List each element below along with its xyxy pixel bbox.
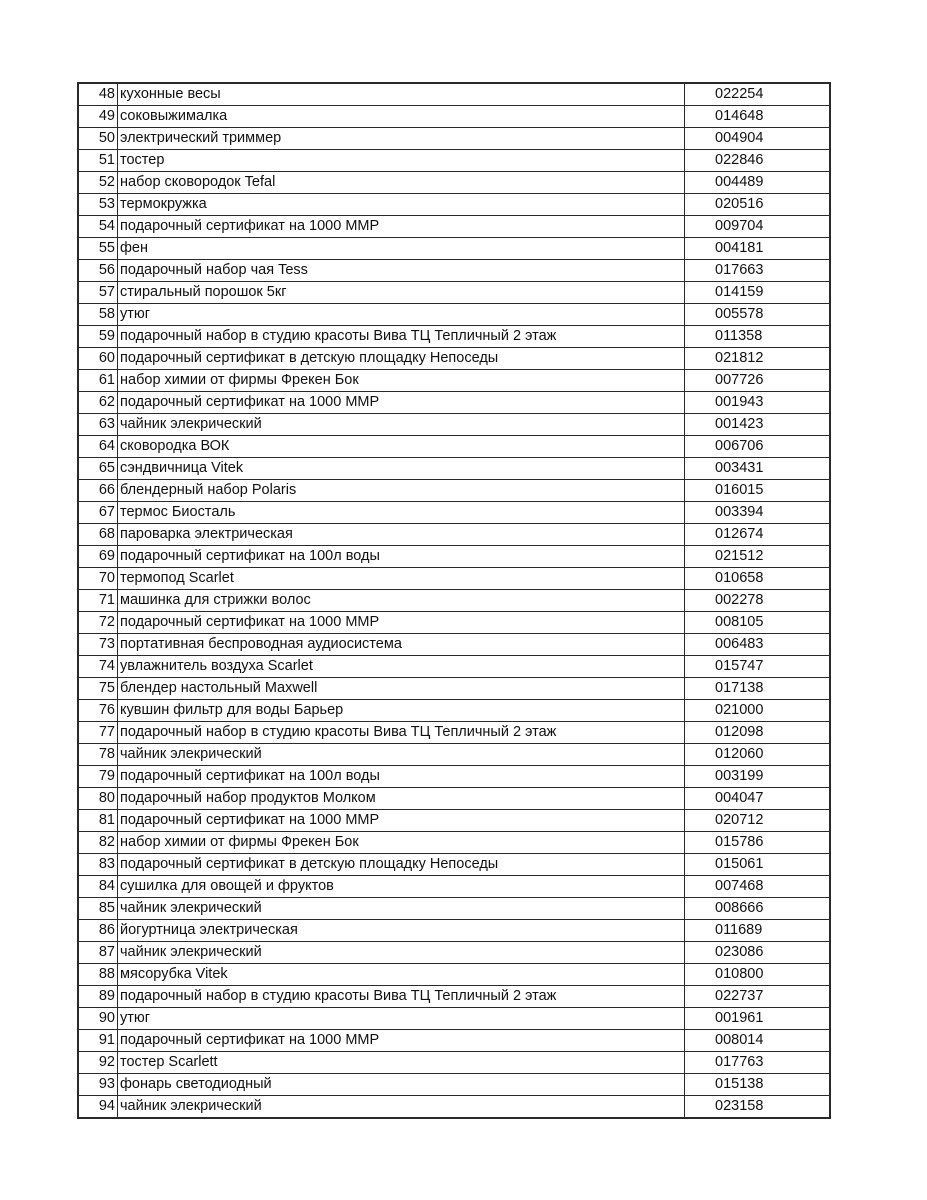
row-number: 87 <box>78 942 118 964</box>
table-row <box>78 546 830 568</box>
item-name: подарочный сертификат в детскую площадку Непоседы <box>118 854 685 876</box>
item-name: тостер Scarlett <box>118 1052 685 1074</box>
row-number: 72 <box>78 612 118 634</box>
item-code: 020712 <box>685 810 831 832</box>
item-code: 015747 <box>685 656 831 678</box>
item-code: 002278 <box>685 590 831 612</box>
item-code: 007468 <box>685 876 831 898</box>
item-name: утюг <box>118 304 685 326</box>
table-row <box>78 700 830 722</box>
item-code: 005578 <box>685 304 831 326</box>
table-row <box>78 898 830 920</box>
table-row <box>78 370 830 392</box>
item-name: чайник элекрический <box>118 942 685 964</box>
item-code: 011358 <box>685 326 831 348</box>
item-code: 015061 <box>685 854 831 876</box>
row-number: 86 <box>78 920 118 942</box>
table-row <box>78 678 830 700</box>
table-row <box>78 150 830 172</box>
table-row <box>78 238 830 260</box>
row-number: 56 <box>78 260 118 282</box>
row-number: 49 <box>78 106 118 128</box>
table-row <box>78 436 830 458</box>
item-code: 008014 <box>685 1030 831 1052</box>
item-name: чайник элекрический <box>118 744 685 766</box>
row-number: 89 <box>78 986 118 1008</box>
table-row <box>78 194 830 216</box>
item-name: подарочный сертификат на 1000 ММР <box>118 392 685 414</box>
item-name: соковыжималка <box>118 106 685 128</box>
table-row <box>78 854 830 876</box>
item-code: 021812 <box>685 348 831 370</box>
table-row <box>78 920 830 942</box>
item-code: 006483 <box>685 634 831 656</box>
item-code: 012674 <box>685 524 831 546</box>
row-number: 83 <box>78 854 118 876</box>
row-number: 55 <box>78 238 118 260</box>
table-row <box>78 502 830 524</box>
item-name: подарочный сертификат на 100л воды <box>118 766 685 788</box>
row-number: 54 <box>78 216 118 238</box>
item-name: подарочный сертификат на 1000 ММР <box>118 810 685 832</box>
item-name: подарочный набор чая Tess <box>118 260 685 282</box>
item-name: подарочный сертификат в детскую площадку Непоседы <box>118 348 685 370</box>
row-number: 51 <box>78 150 118 172</box>
row-number: 91 <box>78 1030 118 1052</box>
item-code: 021512 <box>685 546 831 568</box>
item-code: 010658 <box>685 568 831 590</box>
item-name: кухонные весы <box>118 83 685 106</box>
row-number: 71 <box>78 590 118 612</box>
row-number: 80 <box>78 788 118 810</box>
item-code: 021000 <box>685 700 831 722</box>
row-number: 53 <box>78 194 118 216</box>
item-code: 012098 <box>685 722 831 744</box>
row-number: 63 <box>78 414 118 436</box>
table-row <box>78 656 830 678</box>
item-name: машинка для стрижки волос <box>118 590 685 612</box>
item-name: тостер <box>118 150 685 172</box>
row-number: 90 <box>78 1008 118 1030</box>
row-number: 66 <box>78 480 118 502</box>
item-name: портативная беспроводная аудиосистема <box>118 634 685 656</box>
row-number: 82 <box>78 832 118 854</box>
row-number: 69 <box>78 546 118 568</box>
table-row <box>78 1008 830 1030</box>
row-number: 74 <box>78 656 118 678</box>
table-row <box>78 876 830 898</box>
item-code: 004489 <box>685 172 831 194</box>
row-number: 94 <box>78 1096 118 1119</box>
row-number: 60 <box>78 348 118 370</box>
row-number: 92 <box>78 1052 118 1074</box>
row-number: 68 <box>78 524 118 546</box>
table-row <box>78 260 830 282</box>
table-row <box>78 348 830 370</box>
item-code: 003394 <box>685 502 831 524</box>
row-number: 61 <box>78 370 118 392</box>
row-number: 76 <box>78 700 118 722</box>
item-name: блендер настольный Maxwell <box>118 678 685 700</box>
row-number: 77 <box>78 722 118 744</box>
item-code: 017138 <box>685 678 831 700</box>
item-name: мясорубка Vitek <box>118 964 685 986</box>
item-name: пароварка электрическая <box>118 524 685 546</box>
item-code: 007726 <box>685 370 831 392</box>
item-code: 001943 <box>685 392 831 414</box>
table-row <box>78 986 830 1008</box>
item-name: чайник элекрический <box>118 414 685 436</box>
item-code: 010800 <box>685 964 831 986</box>
item-name: подарочный сертификат на 1000 ММР <box>118 1030 685 1052</box>
item-code: 003431 <box>685 458 831 480</box>
item-name: подарочный сертификат на 1000 ММР <box>118 216 685 238</box>
item-code: 001423 <box>685 414 831 436</box>
table-row <box>78 590 830 612</box>
table-row <box>78 788 830 810</box>
row-number: 81 <box>78 810 118 832</box>
table-row <box>78 1030 830 1052</box>
item-name: блендерный набор Polaris <box>118 480 685 502</box>
table-row <box>78 964 830 986</box>
table-row <box>78 612 830 634</box>
table-row <box>78 722 830 744</box>
item-code: 014648 <box>685 106 831 128</box>
table-row <box>78 1096 830 1119</box>
row-number: 67 <box>78 502 118 524</box>
row-number: 73 <box>78 634 118 656</box>
table-row <box>78 810 830 832</box>
row-number: 52 <box>78 172 118 194</box>
item-code: 017663 <box>685 260 831 282</box>
row-number: 50 <box>78 128 118 150</box>
table-row <box>78 568 830 590</box>
table-row <box>78 480 830 502</box>
table-row <box>78 634 830 656</box>
item-code: 012060 <box>685 744 831 766</box>
table-row <box>78 832 830 854</box>
item-name: термокружка <box>118 194 685 216</box>
item-code: 008666 <box>685 898 831 920</box>
table-row <box>78 392 830 414</box>
item-name: кувшин фильтр для воды Барьер <box>118 700 685 722</box>
item-code: 022846 <box>685 150 831 172</box>
prize-table-body <box>78 83 830 1118</box>
row-number: 70 <box>78 568 118 590</box>
table-row <box>78 766 830 788</box>
item-name: подарочный набор в студию красоты Вива ТЦ Тепличный 2 этаж <box>118 986 685 1008</box>
item-name: сковородка ВОК <box>118 436 685 458</box>
item-code: 023158 <box>685 1096 831 1119</box>
row-number: 75 <box>78 678 118 700</box>
item-code: 014159 <box>685 282 831 304</box>
item-name: подарочный сертификат на 1000 ММР <box>118 612 685 634</box>
row-number: 58 <box>78 304 118 326</box>
table-row <box>78 128 830 150</box>
item-code: 004047 <box>685 788 831 810</box>
item-name: подарочный набор в студию красоты Вива ТЦ Тепличный 2 этаж <box>118 722 685 744</box>
table-row <box>78 744 830 766</box>
item-name: стиральный порошок 5кг <box>118 282 685 304</box>
item-code: 004904 <box>685 128 831 150</box>
prize-table <box>77 82 831 1119</box>
item-code: 006706 <box>685 436 831 458</box>
item-name: йогуртница электрическая <box>118 920 685 942</box>
row-number: 78 <box>78 744 118 766</box>
item-name: набор химии от фирмы Фрекен Бок <box>118 370 685 392</box>
item-code: 023086 <box>685 942 831 964</box>
row-number: 93 <box>78 1074 118 1096</box>
item-name: подарочный набор в студию красоты Вива ТЦ Тепличный 2 этаж <box>118 326 685 348</box>
item-name: термопод Scarlet <box>118 568 685 590</box>
item-name: сэндвичница Vitek <box>118 458 685 480</box>
row-number: 84 <box>78 876 118 898</box>
item-name: чайник элекрический <box>118 898 685 920</box>
item-name: увлажнитель воздуха Scarlet <box>118 656 685 678</box>
item-code: 022254 <box>685 83 831 106</box>
item-name: фен <box>118 238 685 260</box>
table-row <box>78 1074 830 1096</box>
item-name: подарочный сертификат на 100л воды <box>118 546 685 568</box>
table-row <box>78 414 830 436</box>
table-row <box>78 216 830 238</box>
table-row <box>78 326 830 348</box>
item-name: набор сковородок Tefal <box>118 172 685 194</box>
row-number: 59 <box>78 326 118 348</box>
table-row <box>78 172 830 194</box>
item-code: 011689 <box>685 920 831 942</box>
item-code: 003199 <box>685 766 831 788</box>
item-name: электрический триммер <box>118 128 685 150</box>
item-code: 015138 <box>685 1074 831 1096</box>
table-row <box>78 942 830 964</box>
item-code: 009704 <box>685 216 831 238</box>
row-number: 57 <box>78 282 118 304</box>
table-row <box>78 106 830 128</box>
table-row <box>78 1052 830 1074</box>
item-code: 020516 <box>685 194 831 216</box>
item-code: 016015 <box>685 480 831 502</box>
row-number: 64 <box>78 436 118 458</box>
item-code: 022737 <box>685 986 831 1008</box>
item-name: фонарь светодиодный <box>118 1074 685 1096</box>
table-row <box>78 304 830 326</box>
item-name: термос Биосталь <box>118 502 685 524</box>
item-name: набор химии от фирмы Фрекен Бок <box>118 832 685 854</box>
row-number: 48 <box>78 83 118 106</box>
item-code: 015786 <box>685 832 831 854</box>
table-row <box>78 282 830 304</box>
row-number: 65 <box>78 458 118 480</box>
table-row <box>78 83 830 106</box>
item-code: 008105 <box>685 612 831 634</box>
item-name: подарочный набор продуктов Молком <box>118 788 685 810</box>
table-row <box>78 458 830 480</box>
item-name: сушилка для овощей и фруктов <box>118 876 685 898</box>
item-name: утюг <box>118 1008 685 1030</box>
table-row <box>78 524 830 546</box>
item-code: 001961 <box>685 1008 831 1030</box>
row-number: 88 <box>78 964 118 986</box>
item-code: 004181 <box>685 238 831 260</box>
row-number: 79 <box>78 766 118 788</box>
row-number: 62 <box>78 392 118 414</box>
row-number: 85 <box>78 898 118 920</box>
item-code: 017763 <box>685 1052 831 1074</box>
item-name: чайник элекрический <box>118 1096 685 1119</box>
